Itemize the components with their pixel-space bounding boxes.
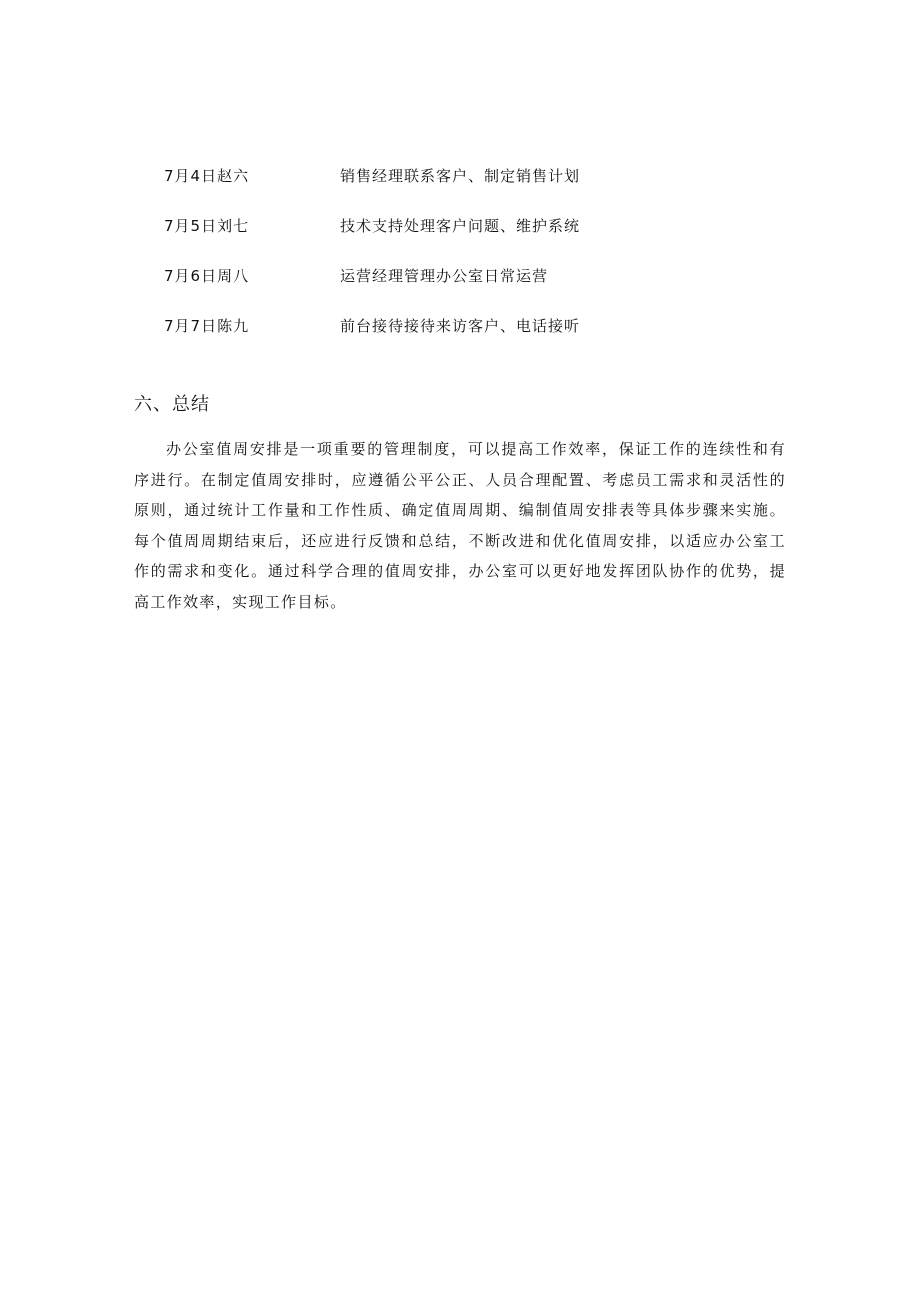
- summary-paragraph: 办公室值周安排是一项重要的管理制度，可以提高工作效率，保证工作的连续性和有序进行。在制定值周安排时，应遵循公平公正、人员合理配置、考虑员工需求和灵活性的原则，通过统计工作量和工作性质、确定值周周期、编制值周安排表等具体步骤来实施。每个值周周期结束后，还应进行反馈和总结，不断改进和优化值周安排，以适应办公室工作的需求和变化。通过科学合理的值周安排，办公室可以更好地发挥团队协作的优势，提高工作效率，实现工作目标。: [134, 440, 786, 611]
- schedule-date-person: 7月5日刘七: [164, 216, 250, 235]
- schedule-date-person: 7月4日赵六: [164, 166, 250, 185]
- schedule-duty: 前台接待接待来访客户、电话接听: [340, 316, 581, 335]
- schedule-duty: 销售经理联系客户、制定销售计划: [340, 166, 581, 185]
- schedule-row: [164, 300, 764, 350]
- schedule-row: [164, 150, 764, 200]
- section-heading: 六、总结: [134, 394, 210, 415]
- schedule-row: [164, 200, 764, 250]
- schedule-duty: 技术支持处理客户问题、维护系统: [340, 216, 581, 235]
- schedule-duty: 运营经理管理办公室日常运营: [340, 266, 549, 285]
- duty-schedule-list: [164, 150, 764, 350]
- schedule-date-person: 7月6日周八: [164, 266, 250, 285]
- schedule-date-person: 7月7日陈九: [164, 316, 250, 335]
- schedule-row: [164, 250, 764, 300]
